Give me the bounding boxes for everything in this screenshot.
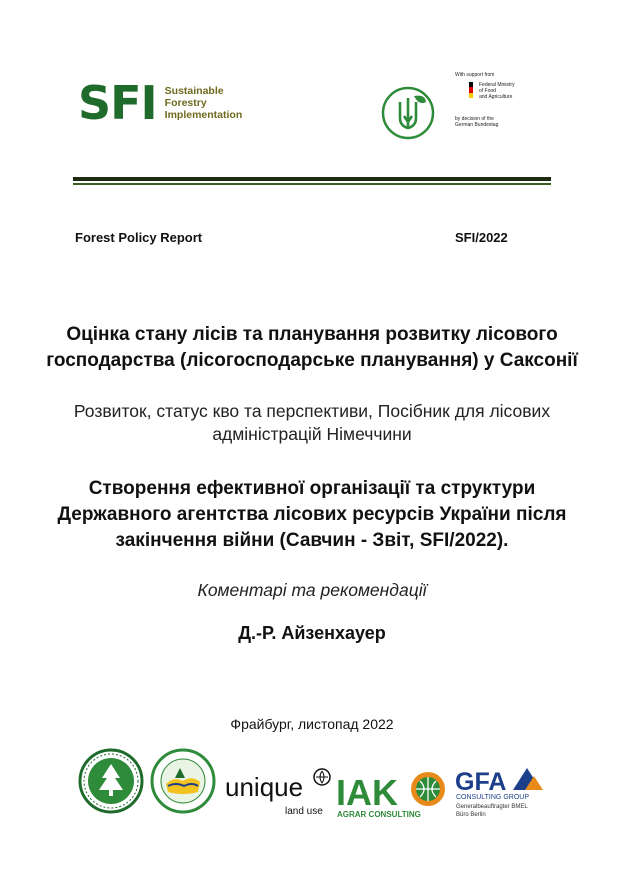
sfi-logo xyxy=(78,76,243,130)
gfa-note: Büro Berlin xyxy=(456,812,486,818)
ministry-row xyxy=(455,82,545,100)
support-text: With support from xyxy=(455,72,495,78)
title-secondary: Створення ефективної організації та структури Державного агентства лісових ресурсів України після закінчення війни (Савчин - Звіт, SFI/2022). xyxy=(57,478,567,551)
ministry-name xyxy=(479,82,515,100)
gfa-consulting-logo xyxy=(455,766,555,820)
sfi-word: Implementation xyxy=(164,109,243,121)
header-rule-thin xyxy=(73,183,551,185)
university-seal-icon xyxy=(150,748,216,814)
title-primary: Оцінка стану лісів та планування розвитку лісового господарства (лісогосподарське планування) у Саксонії xyxy=(46,324,578,371)
german-flag-icon xyxy=(469,82,473,98)
trident-leaf-icon xyxy=(381,86,435,140)
header-rule xyxy=(73,177,551,181)
unique-land-use-logo xyxy=(223,762,333,818)
place-date: Фрайбург, листопад 2022 xyxy=(230,716,394,732)
unique-sub: land use xyxy=(285,806,323,817)
ministry-line: Federal Ministry xyxy=(479,82,515,88)
iak-sub: AGRAR CONSULTING xyxy=(337,810,421,819)
forest-agency-seal-icon xyxy=(78,748,144,814)
sfi-words xyxy=(165,85,243,121)
subtitle-secondary: Коментарі та рекомендації xyxy=(197,580,427,600)
decision-line: by decision of the xyxy=(455,116,494,122)
decision-text xyxy=(455,116,545,128)
ministry-line: of Food xyxy=(479,88,496,94)
gfa-sub: CONSULTING GROUP xyxy=(456,794,529,801)
iak-name: IAK xyxy=(336,772,398,813)
sfi-mark: SFI xyxy=(78,76,157,130)
support-block xyxy=(455,72,545,128)
report-code: SFI/2022 xyxy=(455,230,508,245)
sfi-word: Forestry xyxy=(164,97,207,109)
gfa-note: Generalbeauftragter BMEL xyxy=(456,804,528,810)
gfa-name: GFA xyxy=(455,768,507,796)
unique-name: unique xyxy=(225,772,304,802)
sfi-word: Sustainable xyxy=(164,85,224,97)
iak-agrar-logo xyxy=(336,767,448,819)
report-label: Forest Policy Report xyxy=(75,230,203,245)
author: Д.-Р. Айзенхауер xyxy=(238,623,386,643)
ministry-line: and Agriculture xyxy=(479,94,513,100)
decision-line: German Bundestag xyxy=(455,122,499,128)
subtitle-primary: Розвиток, статус кво та перспективи, Посібник для лісових адміністрацій Німеччини xyxy=(73,401,551,444)
